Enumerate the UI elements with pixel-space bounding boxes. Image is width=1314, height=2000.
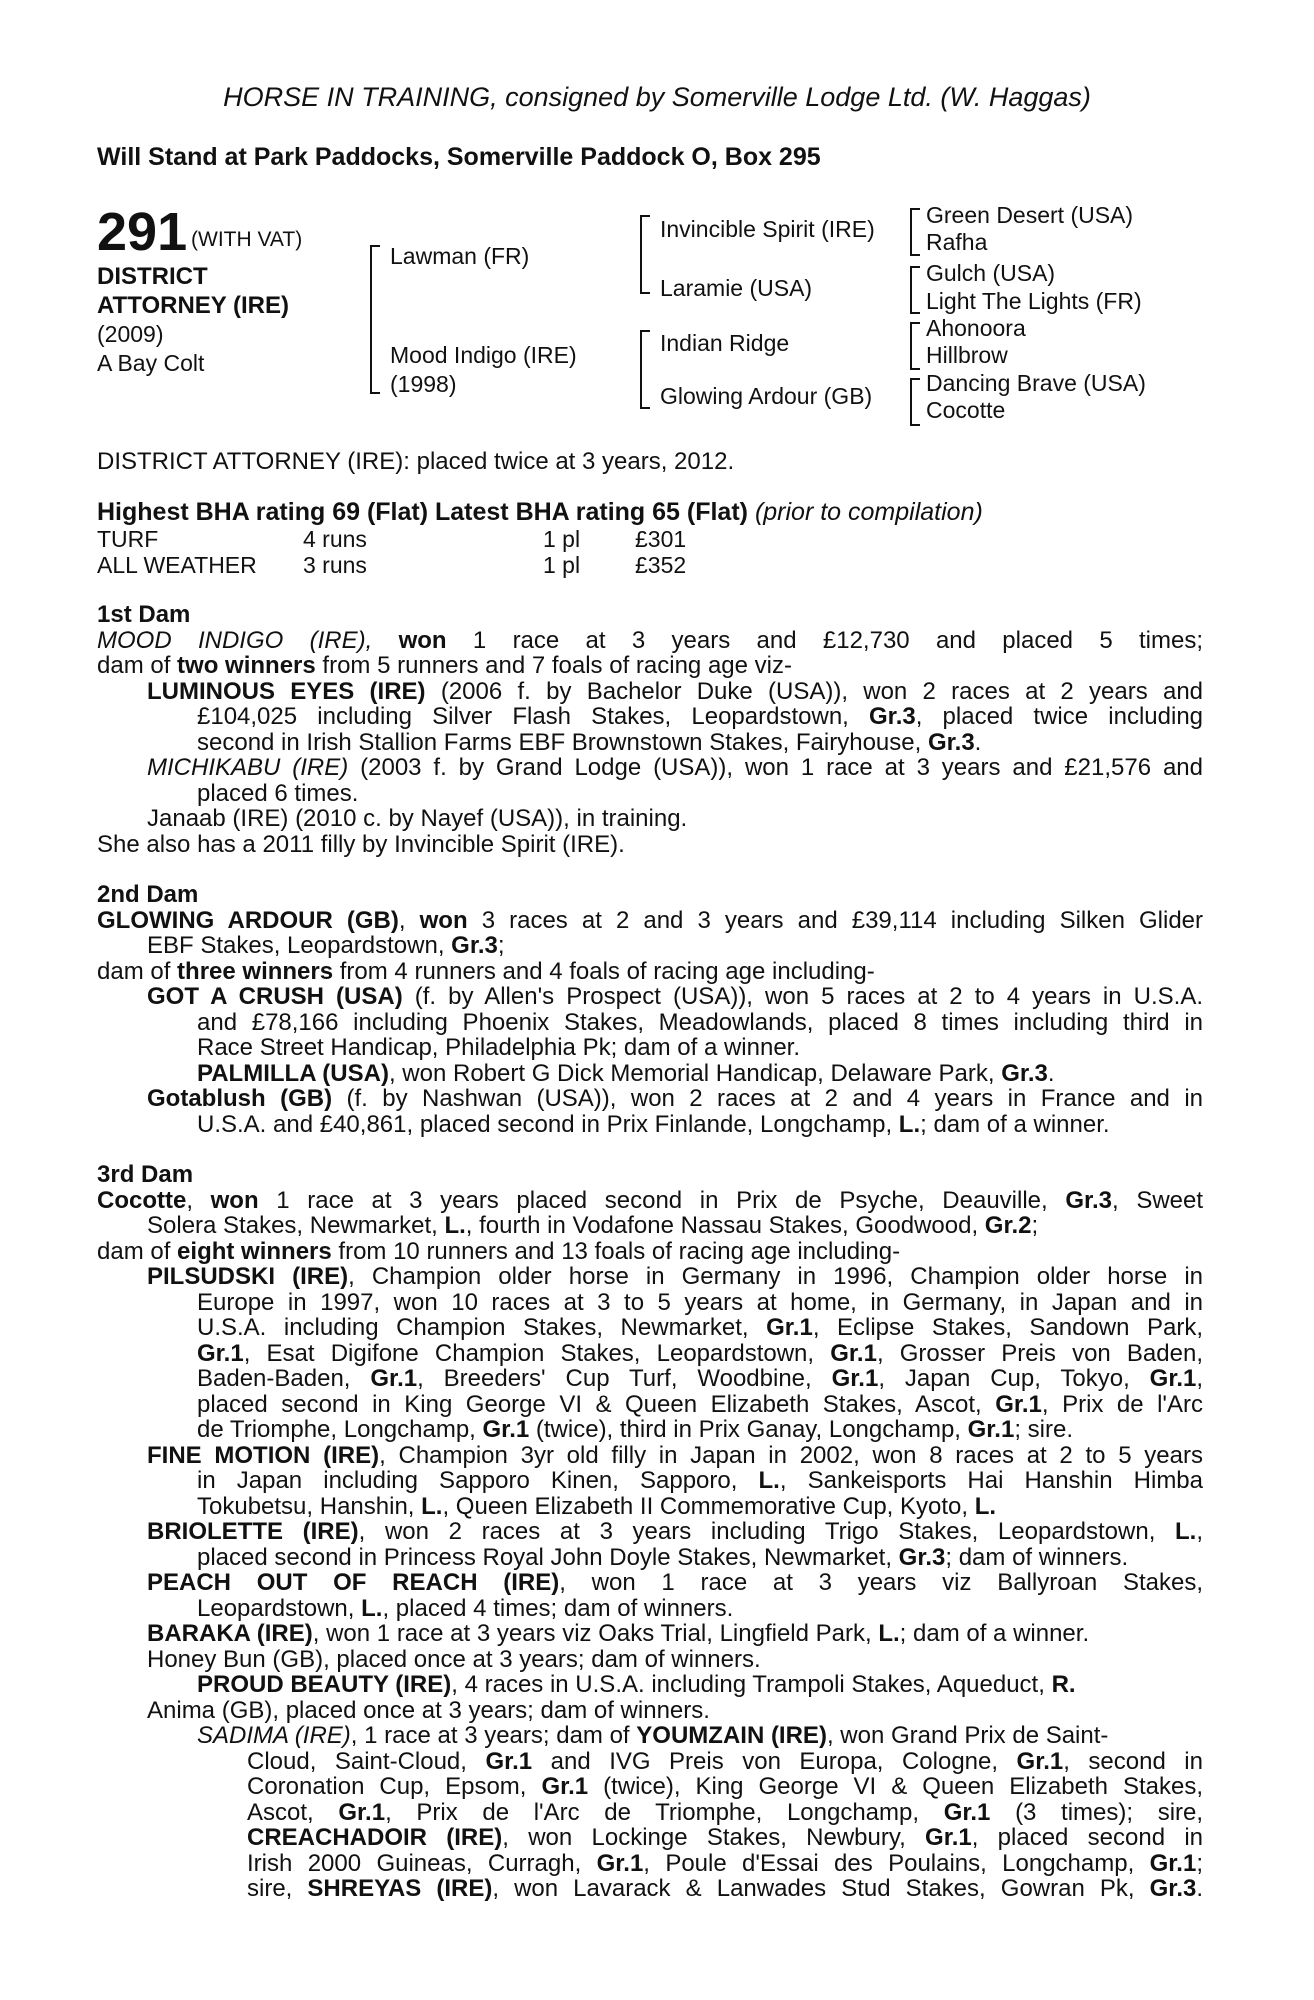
text-segment: , won 2 races at 3 years including Trigo Stakes, Leopardstown, (358, 1518, 1156, 1545)
pedigree-ddd: Cocotte (926, 397, 1006, 423)
text-segment: , Queen Elizabeth II Commemorative Cup, Kyoto, (442, 1492, 969, 1520)
text-line (97, 1596, 1203, 1622)
text-line: Janaab (IRE) (2010 c. by Nayef (USA)), in training. (147, 805, 688, 832)
text-segment: PEACH OUT OF REACH (IRE) (147, 1569, 560, 1596)
text-segment: Gr.1 (338, 1798, 386, 1826)
text-line: Anima (GB), placed once at 3 years; dam of winners. (147, 1696, 710, 1724)
text-line (97, 1341, 1203, 1367)
text-segment: ; (1196, 1849, 1203, 1877)
text-segment: GLOWING ARDOUR (GB) (97, 906, 399, 934)
text-segment: Gr.3 (451, 932, 498, 959)
text-line: Honey Bun (GB), placed once at 3 years; dam of winners. (147, 1645, 761, 1673)
text-line (97, 959, 1203, 985)
text-segment: dam of (97, 652, 171, 679)
text-segment: from 10 runners and 13 foals of racing age including- (338, 1237, 901, 1265)
pedigree-sss: Green Desert (USA) (926, 202, 1134, 228)
text-line (97, 1494, 1203, 1520)
third-dam-section (97, 1162, 1203, 1902)
text-line (97, 1315, 1203, 1341)
text-segment: ; dam of a winner. (920, 1110, 1110, 1138)
text-segment: PROUD BEAUTY (IRE) (197, 1671, 452, 1698)
sire-dam-brace (370, 245, 380, 394)
text-segment: 1 race at 3 years placed second in Prix de Psyche, Deauville, (276, 1186, 1048, 1214)
text-segment: placed second in King George VI & Queen Elizabeth Stakes, Ascot, (197, 1390, 982, 1418)
turf-surface: TURF (97, 526, 159, 552)
text-segment: , won 1 race at 3 years viz Oaks Trial, Lingfield Park, (312, 1620, 872, 1647)
text-line: Race Street Handicap, Philadelphia Pk; dam of a winner. (197, 1034, 801, 1061)
text-segment: £104,025 including Silver Flash Stakes, Leopardstown, (197, 703, 849, 730)
text-segment: Gr.1 (766, 1314, 813, 1341)
text-segment: , placed twice including (915, 703, 1204, 730)
text-segment: from 4 runners and 4 foals of racing age including- (339, 957, 875, 985)
text-segment: L. (444, 1212, 466, 1239)
text-line: She also has a 2011 filly by Invincible Spirit (IRE). (97, 830, 625, 858)
text-segment: , Eclipse Stakes, Sandown Park, (812, 1314, 1204, 1341)
text-segment: Gr.1 (943, 1798, 991, 1826)
text-line (97, 1876, 1203, 1902)
text-segment: , Sankeisports Hai Hanshin Himba (779, 1467, 1204, 1494)
text-segment: Gr.3 (1001, 1059, 1048, 1087)
text-segment: Gr.1 (485, 1747, 533, 1775)
text-segment: , won Grand Prix de Saint- (826, 1722, 1109, 1749)
text-segment: dam of (97, 957, 171, 985)
text-segment: , won Lockinge Stakes, Newbury, (502, 1824, 906, 1851)
third-dam-heading: 3rd Dam (97, 1161, 194, 1188)
text-segment: Gr.1 (1149, 1849, 1197, 1877)
text-segment: , Champion older horse in Germany in 1996, Champion older horse in (348, 1263, 1203, 1290)
pedigree-sds: Gulch (USA) (926, 260, 1056, 286)
text-segment: Gr.1 (1149, 1365, 1197, 1392)
text-segment: , 1 race at 3 years; dam of (350, 1722, 630, 1749)
g3-brace-3 (910, 322, 920, 370)
text-segment: , Poule d'Essai des Poulains, Longchamp, (643, 1849, 1135, 1877)
pedigree-dam: Mood Indigo (IRE) (390, 342, 577, 368)
g3-brace-2 (910, 266, 920, 314)
text-segment: and IVG Preis von Europa, Cologne, (550, 1747, 999, 1775)
text-line: Europe in 1997, won 10 races at 3 to 5 years at home, in Germany, in Japan and in (197, 1288, 1203, 1316)
pedigree-dss: Ahonoora (926, 315, 1026, 341)
text-segment: Cocotte (97, 1186, 187, 1214)
pedigree-ssd: Rafha (926, 229, 988, 255)
pedigree-dam-sire: Indian Ridge (660, 330, 790, 356)
text-line (97, 1570, 1203, 1596)
text-segment: won (419, 906, 468, 934)
text-segment: . (1047, 1059, 1055, 1087)
pedigree-sire: Lawman (FR) (390, 243, 530, 269)
text-segment: dam of (97, 1237, 171, 1265)
stand-location: Will Stand at Park Paddocks, Somerville Paddock O, Box 295 (97, 143, 821, 171)
text-segment: , placed 4 times; dam of winners. (382, 1594, 734, 1622)
text-line (97, 1672, 1203, 1698)
text-segment: , (186, 1186, 194, 1214)
text-segment: GOT A CRUSH (USA) (147, 983, 403, 1010)
sire-line-brace (640, 215, 650, 294)
text-segment: , won 1 race at 3 years viz Ballyroan Stakes, (559, 1569, 1204, 1596)
text-segment: L. (758, 1467, 780, 1494)
text-segment: Ascot, (247, 1798, 314, 1826)
text-segment: , Japan Cup, Tokyo, (878, 1365, 1130, 1392)
text-segment: two winners (177, 652, 316, 679)
text-segment: Gr.1 (541, 1773, 589, 1800)
text-segment: , Champion 3yr old filly in Japan in 2002, won 8 races at 2 to 5 years (379, 1441, 1203, 1469)
text-segment: L. (878, 1620, 900, 1647)
text-segment: Gr.1 (831, 1365, 879, 1392)
pedigree-dam-dam: Glowing Ardour (GB) (660, 383, 873, 409)
text-segment: Gr.1 (596, 1849, 644, 1877)
aw-runs: 3 runs (303, 552, 367, 578)
text-segment: (f. by Nashwan (USA)), won 2 races at 2 and 4 years in France and in (346, 1085, 1203, 1112)
text-line (97, 1723, 1203, 1749)
text-segment: Gr.1 (370, 1365, 418, 1392)
text-segment: L. (898, 1110, 921, 1138)
text-segment: placed second in Princess Royal John Doyle Stakes, Newmarket, (197, 1543, 892, 1571)
text-segment: , (1196, 1365, 1204, 1392)
pedigree-dds: Dancing Brave (USA) (926, 370, 1146, 396)
text-line (97, 1061, 1203, 1087)
text-line (97, 1443, 1203, 1469)
text-line (97, 1825, 1203, 1851)
text-segment: sire, (247, 1875, 293, 1902)
text-line: placed 6 times. (197, 779, 359, 807)
catalogue-header: HORSE IN TRAINING, consigned by Somerville Lodge Ltd. (W. Haggas) (223, 82, 1091, 112)
text-segment: Gr.3 (1065, 1186, 1113, 1214)
text-segment: , won Robert G Dick Memorial Handicap, Delaware Park, (388, 1059, 995, 1087)
text-segment: Coronation Cup, Epsom, (247, 1773, 527, 1800)
text-segment: in Japan including Sapporo Kinen, Sapporo, (197, 1467, 738, 1494)
dam-line-brace (640, 330, 650, 409)
text-segment: Gr.1 (197, 1339, 244, 1367)
text-line (97, 1621, 1203, 1647)
text-line (97, 1851, 1203, 1877)
text-segment: , second in (1063, 1747, 1203, 1775)
text-segment: YOUMZAIN (IRE) (636, 1722, 827, 1749)
text-line (97, 933, 1203, 959)
text-line (97, 1519, 1203, 1545)
turf-earnings: £301 (635, 526, 687, 552)
horse-description: A Bay Colt (97, 350, 205, 376)
text-segment: Leopardstown, (197, 1594, 355, 1622)
text-line (97, 984, 1203, 1010)
text-segment: FINE MOTION (IRE) (147, 1441, 380, 1469)
racing-summary: DISTRICT ATTORNEY (IRE): placed twice at 3 years, 2012. (97, 448, 735, 475)
turf-placed: 1 pl (543, 526, 581, 552)
text-line: and £78,166 including Phoenix Stakes, Meadowlands, placed 8 times including third in (197, 1008, 1203, 1036)
text-segment: L. (974, 1492, 997, 1520)
text-segment: , won Lavarack & Lanwades Stud Stakes, Gowran Pk, (492, 1875, 1135, 1902)
text-segment: Baden-Baden, (197, 1365, 351, 1392)
text-segment: 1 race at 3 years and £12,730 and placed 5 times; (472, 626, 1203, 654)
text-segment: Gr.3 (869, 703, 916, 730)
text-segment: L. (421, 1492, 443, 1520)
text-line (97, 704, 1203, 730)
pedigree-sire-sire: Invincible Spirit (IRE) (660, 216, 875, 242)
text-line (97, 1468, 1203, 1494)
text-line (97, 1112, 1203, 1138)
text-line (97, 1749, 1203, 1775)
text-segment: from 5 runners and 7 foals of racing age viz- (322, 652, 792, 679)
text-segment: , Prix de l'Arc de Triomphe, Longchamp, (385, 1798, 920, 1826)
text-segment: Gr.1 (482, 1416, 530, 1443)
text-line (97, 1800, 1203, 1826)
pedigree-dam-year: (1998) (390, 371, 457, 397)
first-dam-section (97, 602, 1203, 857)
text-segment: ; dam of a winner. (899, 1620, 1090, 1647)
text-segment: (f. by Allen's Prospect (USA)), won 5 races at 2 to 4 years in U.S.A. (414, 983, 1204, 1010)
text-segment: , Prix de l'Arc (1041, 1390, 1203, 1418)
text-line (97, 1239, 1203, 1265)
text-segment: L. (361, 1594, 383, 1622)
second-dam-heading: 2nd Dam (97, 881, 199, 908)
pedigree-sdd: Light The Lights (FR) (926, 288, 1142, 314)
text-segment: , 4 races in U.S.A. including Trampoli Stakes, Aqueduct, (451, 1671, 1045, 1698)
text-segment: U.S.A. including Champion Stakes, Newmarket, (197, 1314, 749, 1341)
text-segment: PALMILLA (USA) (197, 1059, 389, 1087)
horse-name-line1: DISTRICT (97, 263, 208, 290)
text-segment: Gr.3 (927, 728, 975, 756)
text-segment: SHREYAS (IRE) (307, 1875, 493, 1902)
text-segment: ; (497, 932, 505, 959)
text-line (97, 1417, 1203, 1443)
text-segment: three winners (177, 957, 334, 985)
turf-runs: 4 runs (303, 526, 367, 552)
g3-brace-1 (910, 208, 920, 256)
text-segment: de Triomphe, Longchamp, (197, 1416, 476, 1443)
first-dam-heading: 1st Dam (97, 601, 191, 628)
text-segment: MICHIKABU (IRE) (147, 754, 349, 781)
text-segment: . (1196, 1875, 1204, 1902)
text-line (97, 1392, 1203, 1418)
text-line (97, 679, 1203, 705)
text-line (97, 653, 1203, 679)
text-segment: BRIOLETTE (IRE) (147, 1518, 359, 1545)
text-segment: SADIMA (IRE) (197, 1722, 351, 1749)
text-line (97, 755, 1203, 781)
text-line (97, 730, 1203, 756)
text-segment: , Breeders' Cup Turf, Woodbine, (417, 1365, 812, 1392)
text-segment: eight winners (177, 1237, 332, 1265)
text-segment: second in Irish Stallion Farms EBF Brownstown Stakes, Fairyhouse, (197, 728, 922, 756)
lot-number: 291 (97, 202, 188, 262)
text-segment: Gotablush (GB) (147, 1085, 333, 1112)
text-segment: Solera Stakes, Newmarket, (147, 1212, 438, 1239)
text-segment: won (210, 1186, 259, 1214)
text-line (97, 1086, 1203, 1112)
text-segment: (2003 f. by Grand Lodge (USA)), won 1 race at 3 years and £21,576 and (360, 754, 1203, 781)
text-segment: Cloud, Saint-Cloud, (247, 1747, 467, 1775)
text-segment: (twice), third in Prix Ganay, Longchamp, (535, 1416, 961, 1443)
pedigree-sire-dam: Laramie (USA) (660, 275, 813, 301)
text-segment: Gr.2 (984, 1212, 1032, 1239)
text-segment: , placed second in (971, 1824, 1204, 1851)
text-segment: won (398, 626, 447, 654)
text-line (97, 1545, 1203, 1571)
text-line (97, 1188, 1203, 1214)
aw-surface: ALL WEATHER (97, 552, 257, 578)
text-segment: PILSUDSKI (IRE) (147, 1263, 349, 1290)
text-segment: U.S.A. and £40,861, placed second in Prix Finlande, Longchamp, (197, 1110, 893, 1138)
text-segment: Gr.1 (1016, 1747, 1064, 1775)
text-segment: Tokubetsu, Hanshin, (197, 1492, 415, 1520)
text-line (97, 1264, 1203, 1290)
text-line (97, 628, 1203, 654)
aw-placed: 1 pl (543, 552, 581, 578)
text-segment: Gr.3 (898, 1543, 946, 1571)
text-segment: Gr.1 (830, 1339, 877, 1367)
text-segment: ; (1031, 1212, 1039, 1239)
text-segment: , Esat Digifone Champion Stakes, Leopardstown, (243, 1339, 815, 1367)
text-segment: (3 times); sire, (1015, 1798, 1204, 1826)
text-segment: Gr.1 (995, 1390, 1042, 1418)
ratings-note: (prior to compilation) (754, 498, 983, 526)
text-segment: , (1196, 1518, 1204, 1545)
aw-earnings: £352 (635, 552, 687, 578)
text-segment: R. (1051, 1671, 1076, 1698)
horse-name-line2: ATTORNEY (IRE) (97, 292, 290, 319)
text-line (97, 1774, 1203, 1800)
text-segment: , Sweet (1112, 1186, 1204, 1214)
text-segment: L. (1175, 1518, 1197, 1545)
vat-note: (WITH VAT) (191, 228, 303, 251)
horse-name (97, 262, 289, 378)
text-segment: LUMINOUS EYES (IRE) (147, 677, 426, 705)
text-segment: , fourth in Vodafone Nassau Stakes, Goodwood, (465, 1212, 979, 1239)
text-segment: Gr.1 (967, 1416, 1015, 1443)
text-segment: , (398, 906, 406, 934)
text-segment: 3 races at 2 and 3 years and £39,114 including Silken Glider (481, 906, 1204, 934)
text-segment: Irish 2000 Guineas, Curragh, (247, 1849, 582, 1877)
text-segment: ; sire. (1014, 1416, 1074, 1443)
text-line (97, 908, 1203, 934)
ratings-line (97, 498, 983, 527)
text-line (97, 1213, 1203, 1239)
text-segment: ; dam of winners. (945, 1543, 1129, 1571)
text-segment: , Grosser Preis von Baden, (876, 1339, 1203, 1367)
g3-brace-4 (910, 378, 920, 426)
foaling-year: (2009) (97, 321, 164, 347)
pedigree-dsd: Hillbrow (926, 342, 1008, 368)
text-segment: . (974, 728, 982, 756)
text-segment: EBF Stakes, Leopardstown, (147, 932, 445, 959)
text-segment: Gr.1 (925, 1824, 972, 1851)
text-segment: MOOD INDIGO (IRE), (97, 626, 373, 654)
text-line (97, 1366, 1203, 1392)
text-segment: (twice), King George VI & Queen Elizabeth Stakes, (603, 1773, 1204, 1800)
second-dam-section (97, 882, 1203, 1137)
text-segment: CREACHADOIR (IRE) (247, 1824, 503, 1851)
text-segment: (2006 f. by Bachelor Duke (USA)), won 2 races at 2 years and (440, 677, 1204, 705)
text-segment: Gr.3 (1149, 1875, 1197, 1902)
text-segment: BARAKA (IRE) (147, 1620, 313, 1647)
ratings-bold: Highest BHA rating 69 (Flat) Latest BHA rating 65 (Flat) (97, 498, 748, 526)
